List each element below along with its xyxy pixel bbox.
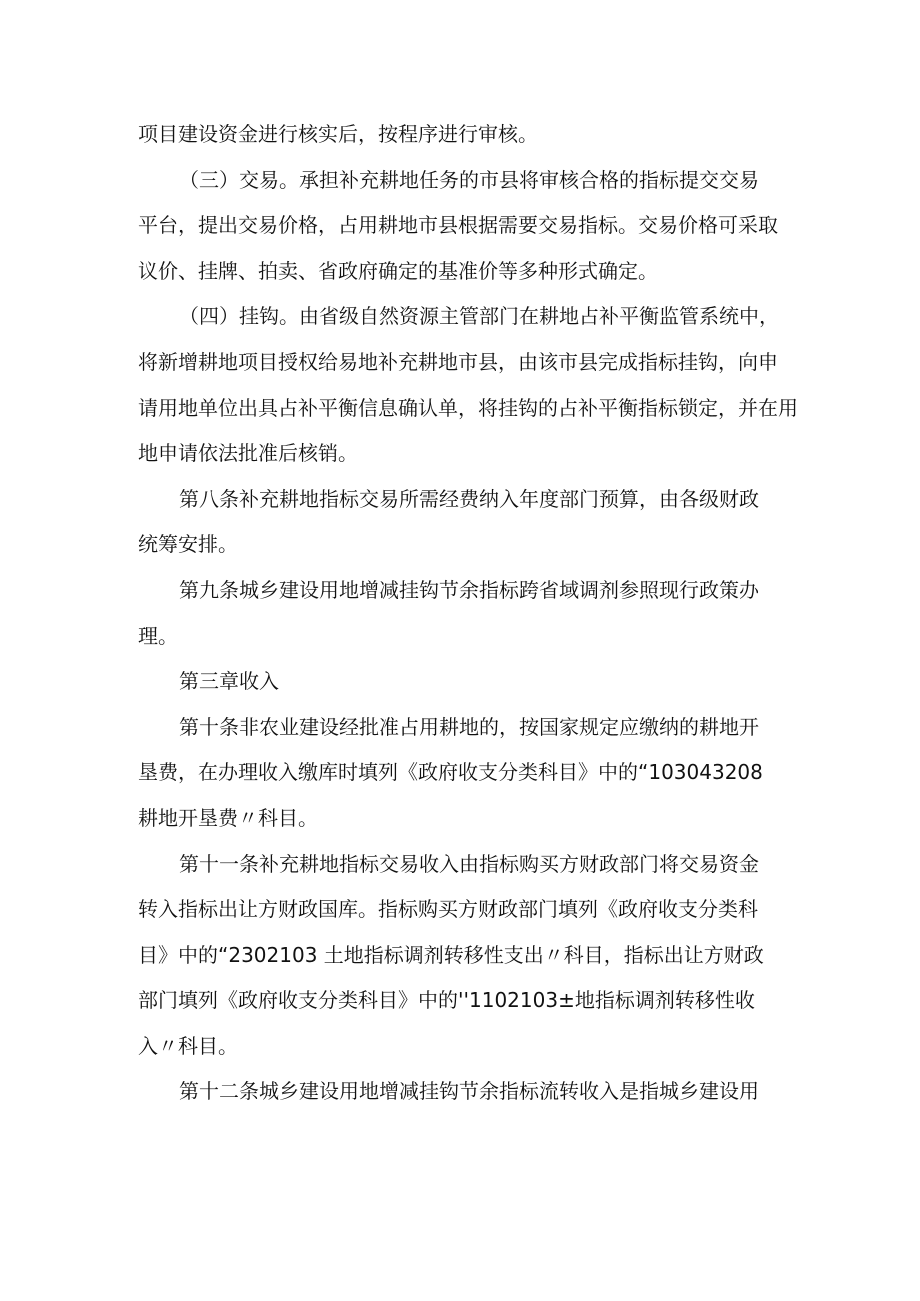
paragraph-article-10 bbox=[138, 705, 788, 842]
text-line: 垦费，在办理收入缴库时填列《政府收支分类科目》中的“103043208 bbox=[138, 760, 763, 785]
paragraph-trading bbox=[138, 158, 788, 295]
text-line: 部门填列《政府收支分类科目》中的''1102103±地指标调剂转移性收 bbox=[138, 988, 755, 1013]
text-line: 将新增耕地项目授权给易地补充耕地市县，由该市县完成指标挂钩，向申 bbox=[138, 349, 778, 374]
text-line: 项目建设资金进行核实后，按程序进行审核。 bbox=[138, 122, 538, 146]
text-line: （三）交易。承担补充耕地任务的市县将审核合格的指标提交交易 bbox=[179, 167, 759, 192]
paragraph-linking bbox=[138, 294, 798, 476]
chapter-heading bbox=[138, 659, 788, 705]
chapter-title: 第三章收入 bbox=[179, 669, 279, 694]
text-line: 第十二条城乡建设用地增减挂钩节余指标流转收入是指城乡建设用 bbox=[179, 1079, 759, 1104]
text-line: 请用地单位出具占补平衡信息确认单，将挂钩的占补平衡指标锁定，并在用 bbox=[138, 395, 798, 420]
paragraph-article-8 bbox=[138, 477, 788, 568]
text-line: 第十一条补充耕地指标交易收入由指标购买方财政部门将交易资金 bbox=[179, 851, 759, 876]
text-line: 地申请依法批准后核销。 bbox=[138, 441, 358, 466]
text-line: 第九条城乡建设用地增减挂钩节余指标跨省域调剂参照现行政策办 bbox=[179, 577, 759, 602]
text-line: 第八条补充耕地指标交易所需经费纳入年度部门预算，由各级财政 bbox=[179, 486, 759, 511]
text-line: 议价、挂牌、拍卖、省政府确定的基准价等多种形式确定。 bbox=[138, 258, 658, 283]
text-line: 入〃科目。 bbox=[138, 1033, 238, 1058]
text-line: （四）挂钩。由省级自然资源主管部门在耕地占补平衡监管系统中， bbox=[179, 304, 779, 329]
text-line: 平台，提出交易价格，占用耕地市县根据需要交易指标。交易价格可采取 bbox=[138, 213, 778, 238]
paragraph-article-9 bbox=[138, 568, 788, 659]
text-line: 目》中的“2302103 土地指标调剂转移性支出〃科目，指标出让方财政 bbox=[138, 942, 764, 967]
text-line: 理。 bbox=[138, 623, 178, 648]
paragraph-continuation bbox=[138, 112, 788, 158]
paragraph-article-12 bbox=[138, 1069, 788, 1115]
document-body bbox=[138, 112, 798, 1115]
text-line: 统筹安排。 bbox=[138, 532, 238, 557]
text-line: 转入指标出让方财政国库。指标购买方财政部门填列《政府收支分类科 bbox=[138, 897, 758, 922]
paragraph-article-11 bbox=[138, 842, 788, 1070]
text-line: 耕地开垦费〃科目。 bbox=[138, 805, 318, 830]
text-line: 第十条非农业建设经批准占用耕地的，按国家规定应缴纳的耕地开 bbox=[179, 714, 759, 739]
